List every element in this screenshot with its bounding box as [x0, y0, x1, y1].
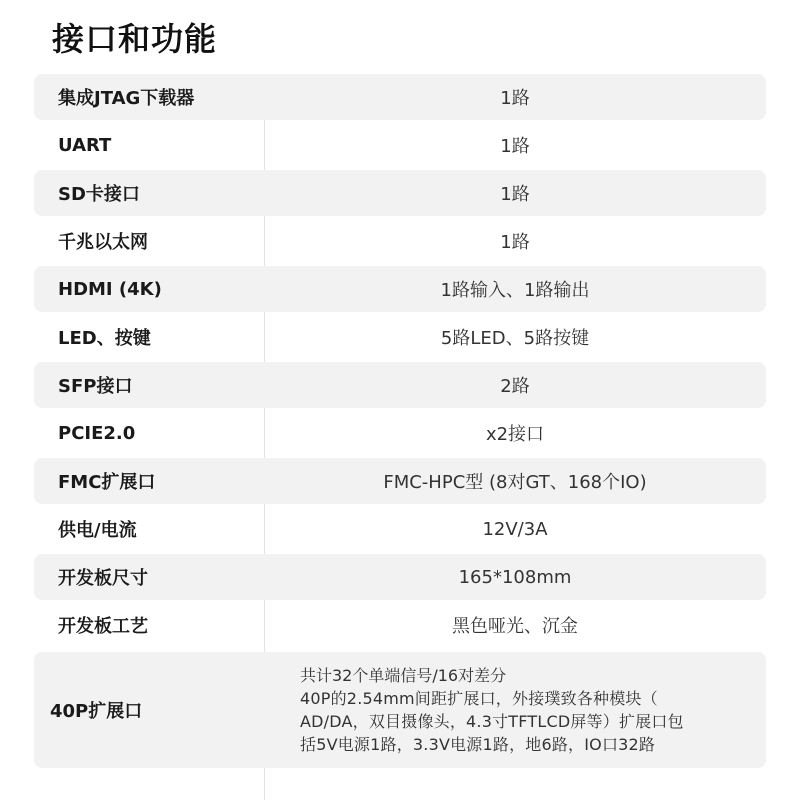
row-label: 集成JTAG下载器 — [58, 88, 195, 109]
row-value: 1路 — [500, 184, 530, 205]
table-row — [34, 170, 766, 216]
row-value: 165*108mm — [458, 566, 572, 588]
table-row — [34, 314, 766, 360]
row-value: 2路 — [500, 376, 530, 397]
spec-table — [34, 74, 766, 770]
value-line: AD/DA，双目摄像头，4.3寸TFTLCD屏等）扩展口包 — [300, 712, 684, 731]
table-row — [34, 602, 766, 648]
row-label: SFP接口 — [58, 376, 133, 397]
table-row — [34, 362, 766, 408]
row-value: 5路LED、5路按键 — [440, 328, 590, 349]
table-row — [34, 506, 766, 552]
row-label: PCIE2.0 — [58, 422, 136, 444]
row-label: SD卡接口 — [58, 184, 140, 205]
row-label: UART — [58, 134, 112, 156]
row-label: 供电/电流 — [58, 520, 137, 541]
value-line: 括5V电源1路，3.3V电源1路，地6路，IO口32路 — [300, 735, 656, 754]
row-value: 12V/3A — [482, 518, 548, 540]
row-label: LED、按键 — [58, 328, 151, 349]
row-value: 1路输入、1路输出 — [440, 280, 590, 301]
row-label: 千兆以太网 — [58, 232, 148, 253]
table-row — [34, 218, 766, 264]
table-row-expansion — [34, 652, 766, 768]
row-value: x2接口 — [485, 424, 545, 445]
table-row — [34, 74, 766, 120]
row-value: 1路 — [500, 136, 530, 157]
table-row — [34, 122, 766, 168]
page-title: 接口和功能 — [52, 20, 218, 58]
row-label: 开发板工艺 — [58, 616, 148, 637]
row-value: 黑色哑光、沉金 — [452, 616, 578, 637]
row-label: 开发板尺寸 — [58, 568, 148, 589]
row-value: FMC-HPC型 (8对GT、168个IO) — [383, 472, 647, 493]
table-row — [34, 410, 766, 456]
value-line: 40P的2.54mm间距扩展口，外接璞致各种模块（ — [300, 689, 658, 708]
table-row — [34, 554, 766, 600]
table-row — [34, 458, 766, 504]
row-label: HDMI (4K) — [58, 278, 162, 300]
table-row — [34, 266, 766, 312]
row-value: 1路 — [500, 88, 530, 109]
row-label: FMC扩展口 — [58, 472, 156, 493]
row-value: 1路 — [500, 232, 530, 253]
row-value-multiline — [264, 664, 766, 756]
value-line: 共计32个单端信号/16对差分 — [300, 666, 507, 685]
row-label: 40P扩展口 — [50, 701, 143, 722]
